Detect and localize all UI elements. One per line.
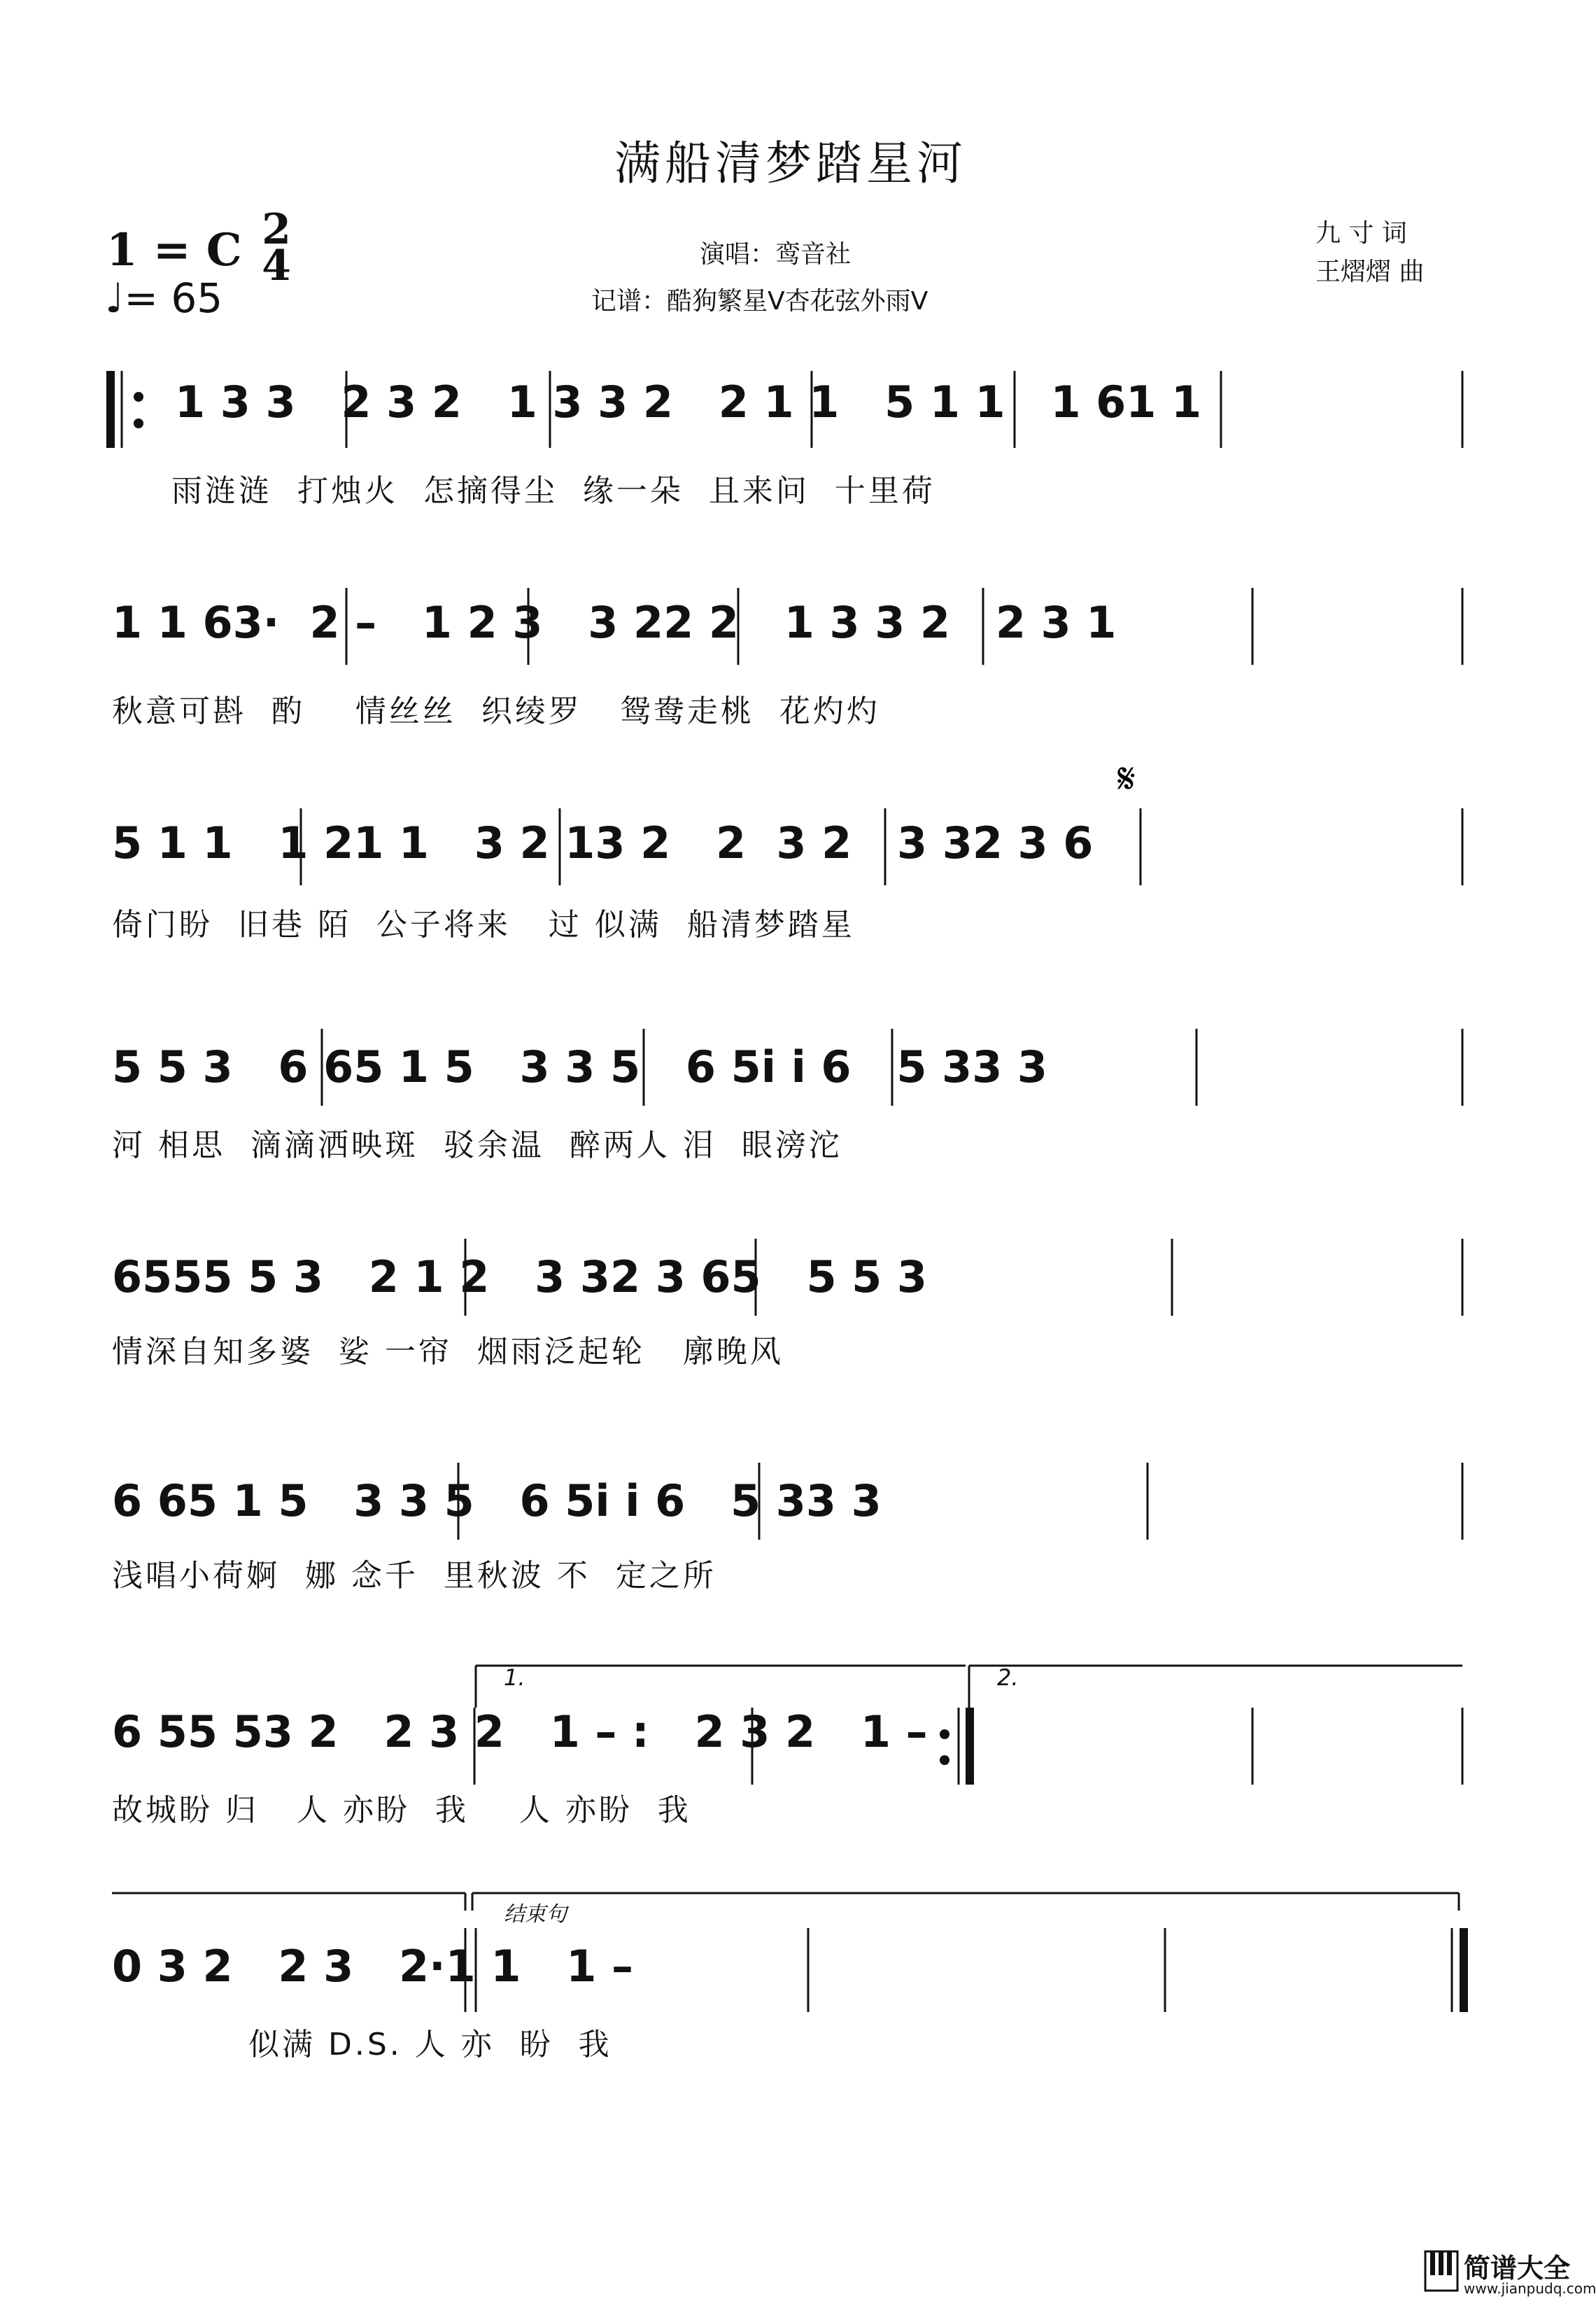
notes-row-2: 1 1 63· 2 – 1 2 3 3 22 2 1 3 3 2 2 3 1 [112, 597, 1117, 648]
transcriber-credit: 记谱：酷狗繁星V杏花弦外雨V [591, 287, 928, 316]
time-signature-bottom: 4 [262, 241, 291, 290]
notes-row-1: 1 3 3 2 3 2 1 3 3 2 2 1 1 5 1 1 1 61 1 [175, 377, 1202, 428]
lyrics-row-8: 似满 D.S. 人 亦 盼 我 [248, 2027, 612, 2062]
time-signature-top: 2 [262, 205, 291, 254]
key-signature: 1 = C [106, 224, 242, 276]
piano-logo-icon [1424, 2250, 1459, 2292]
lyrics-row-5: 情深自知多婆 娑 一帘 烟雨泛起轮 廓晚风 [112, 1334, 784, 1370]
lyrics-row-2: 秋意可斟 酌 情丝丝 织绫罗 鸳鸯走桃 花灼灼 [112, 694, 880, 729]
lyrics-row-7: 故城盼 归 人 亦盼 我 人 亦盼 我 [112, 1792, 691, 1828]
volta-1-label: 1. [504, 1664, 525, 1691]
composer-credit: 王熠熠 曲 [1315, 258, 1425, 286]
footer-site-url: www.jianpudq.com [1464, 2280, 1596, 2297]
notes-row-7: 6 55 53 2 2 3 2 1 – : 2 3 2 1 – [112, 1706, 928, 1757]
lyrics-row-1: 雨涟涟 打烛火 怎摘得尘 缘一朵 且来问 十里荷 [171, 473, 935, 509]
segno-mark [1116, 752, 1158, 801]
lyrics-row-3: 倚门盼 旧巷 陌 公子将来 过 似满 船清梦踏星 [112, 907, 855, 943]
notes-row-8: 0 3 2 2 3 2·1 1 1 – [112, 1941, 633, 1992]
singer-credit: 演唱：鸾音社 [700, 240, 852, 269]
notes-row-3: 5 1 1 1 21 1 3 2 13 2 2 3 2 3 32 3 6 [112, 817, 1094, 869]
notes-row-6: 6 65 1 5 3 3 5 6 5i i 6 5 33 3 [112, 1475, 882, 1526]
volta-2-label: 2. [997, 1664, 1019, 1691]
notes-row-4: 5 5 3 6 65 1 5 3 3 5 6 5i i 6 5 33 3 [112, 1041, 1048, 1092]
segno-symbol: 𝄋 [1117, 754, 1136, 803]
tempo-marking: ♩= 65 [105, 274, 223, 322]
lyrics-row-4: 河 相思 滴滴洒映斑 驳余温 醉两人 泪 眼滂沱 [112, 1127, 842, 1163]
lyrics-row-6: 浅唱小荷婀 娜 念千 里秋波 不 定之所 [112, 1558, 716, 1594]
notes-row-5: 6555 5 3 2 1 2 3 32 3 65 5 5 3 [112, 1251, 928, 1302]
time-signature [259, 205, 294, 290]
ending-label: 结束句 [504, 1902, 567, 1927]
lyricist-credit: 九 寸 词 [1315, 219, 1407, 248]
song-title: 满船清梦踏星河 [614, 136, 967, 190]
footer-logo-text: 简谱大全 [1464, 2253, 1571, 2284]
